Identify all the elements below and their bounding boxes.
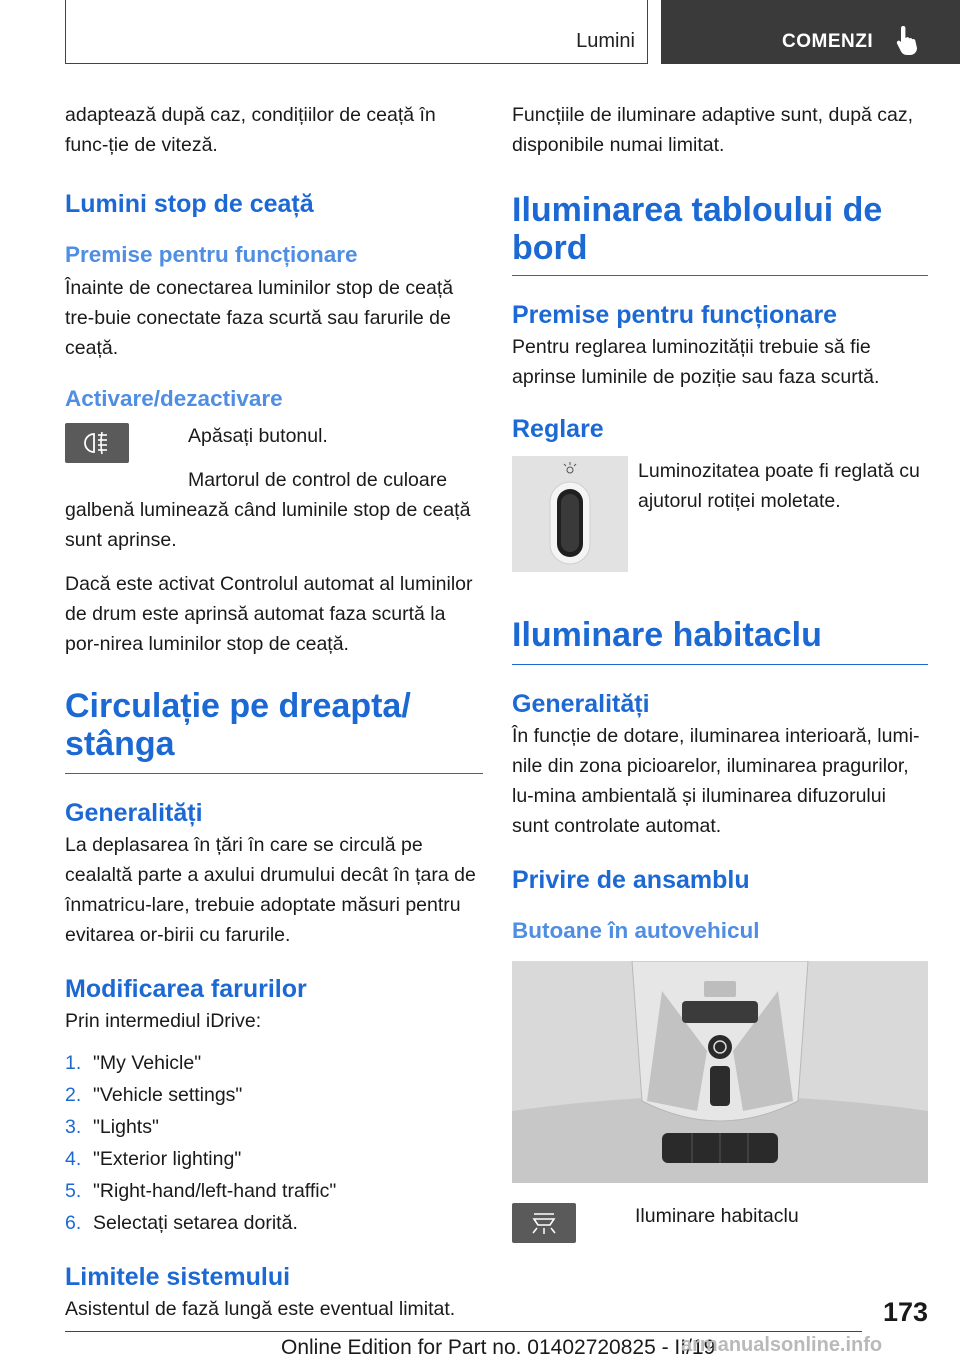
adjust-heading: Reglare — [512, 415, 604, 443]
step-item — [65, 1047, 483, 1079]
page-number: 173 — [882, 1297, 928, 1327]
modify-headlights-heading: Modificarea farurilor — [65, 975, 307, 1003]
fog-premise-heading: Premise pentru funcționare — [65, 242, 358, 267]
limits-heading: Limitele sistemului — [65, 1263, 291, 1291]
roof-console-photo — [512, 961, 928, 1183]
dash-premise-text: Pentru reglarea luminozității trebuie să fie aprinse luminile de poziție sau faza scurtă. — [512, 336, 880, 388]
adaptive-lights-note: Funcțiile de iluminare adaptive sunt, după caz, disponibile numai limitat. — [512, 104, 914, 156]
fog-press-text: Apăsați butonul. — [188, 425, 328, 447]
step-number: 2. — [65, 1084, 82, 1106]
step-item — [65, 1111, 483, 1143]
cabin-light-button-label: Iluminare habitaclu — [635, 1205, 799, 1227]
step-text: "Right-hand/left-hand traffic" — [93, 1180, 337, 1202]
footer-edition: Online Edition for Part no. 01402720825 - II/19 — [281, 1336, 716, 1359]
interior-lighting-heading: Iluminare habitaclu — [512, 616, 928, 665]
dash-premise-heading: Premise pentru funcționare — [512, 301, 838, 329]
pointing-hand-icon — [894, 26, 920, 56]
header-section-title: Lumini — [576, 30, 635, 52]
adjust-text: Luminozitatea poate fi reglată cu ajutorul rotiței moletate. — [638, 460, 920, 512]
left-column — [65, 100, 483, 1324]
fog-lights-heading: Lumini stop de ceață — [65, 190, 314, 218]
rear-fog-light-button-icon — [65, 423, 129, 463]
cabin-general-heading: Generalități — [512, 690, 650, 718]
step-number: 5. — [65, 1180, 82, 1202]
fog-activate-heading: Activare/dezactivare — [65, 386, 283, 411]
traffic-heading: Circulație pe dreapta/ stânga — [65, 687, 483, 774]
step-item — [65, 1079, 483, 1111]
watermark: armanualsonline.info — [681, 1334, 883, 1356]
right-column — [512, 100, 928, 1241]
intro-paragraph: adaptează după caz, condițiilor de ceață în func-ție de viteză. — [65, 104, 436, 156]
footer-rule — [65, 1331, 862, 1332]
cabin-light-button-row — [512, 1201, 928, 1241]
cabin-general-text: În funcție de dotare, iluminarea interioară, lumi-nile din zona picioarelor, iluminarea pragurilor, lu-mina ambientală și iluminarea difuzorului sunt controlate automat. — [512, 725, 920, 837]
overview-heading: Privire de ansamblu — [512, 866, 750, 894]
traffic-general-text: La deplasarea în țări în care se circulă pe cealaltă parte a axului drumului decât în țara de înmatricu-lare, trebuie adoptate măsuri pentru evitarea or-birii cu farurile. — [65, 834, 476, 946]
step-text: "Lights" — [93, 1116, 159, 1138]
step-text: "Exterior lighting" — [93, 1148, 242, 1170]
modify-steps-list — [65, 1047, 483, 1239]
step-item — [65, 1207, 483, 1239]
step-text: "My Vehicle" — [93, 1052, 202, 1074]
step-number: 6. — [65, 1212, 82, 1234]
limits-text: Asistentul de fază lungă este eventual limitat. — [65, 1298, 456, 1320]
traffic-general-heading: Generalități — [65, 799, 203, 827]
step-item — [65, 1143, 483, 1175]
header-frame — [65, 0, 648, 64]
header-chapter-label: COMENZI — [782, 31, 874, 52]
fog-indicator-text: Martorul de control de culoare galbenă luminează când luminile stop de ceață sunt aprinse. — [65, 469, 471, 551]
step-item — [65, 1175, 483, 1207]
thumbwheel-block — [512, 456, 928, 572]
interior-light-button-icon — [512, 1203, 576, 1243]
step-number: 3. — [65, 1116, 82, 1138]
fog-auto-text: Dacă este activat Controlul automat al luminilor de drum este aprinsă automat faza scurtă la por-nirea luminilor stop de ceață. — [65, 573, 473, 655]
modify-intro: Prin intermediul iDrive: — [65, 1010, 262, 1032]
fog-premise-text: Înainte de conectarea luminilor stop de ceață tre-buie conectate faza scurtă sau farurile de ceață. — [65, 277, 454, 359]
step-number: 1. — [65, 1052, 82, 1074]
dashboard-lighting-heading: Iluminarea tabloului de bord — [512, 191, 928, 276]
fog-button-row — [65, 421, 483, 461]
buttons-heading: Butoane în autovehicul — [512, 918, 760, 943]
step-text: "Vehicle settings" — [93, 1084, 243, 1106]
thumbwheel-illustration — [512, 456, 628, 572]
step-number: 4. — [65, 1148, 82, 1170]
step-text: Selectați setarea dorită. — [93, 1212, 298, 1234]
